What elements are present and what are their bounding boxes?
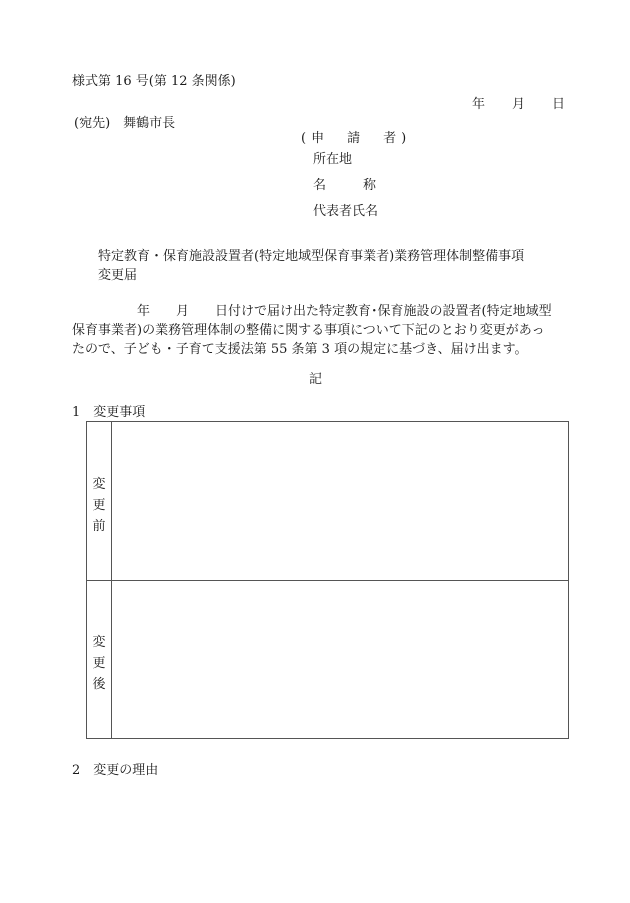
before-change-cell[interactable] — [112, 422, 568, 580]
form-number: 様式第 16 号(第 12 条関係) — [72, 74, 236, 89]
after-change-cell[interactable] — [112, 581, 568, 738]
date-year-label: 年 — [472, 97, 486, 112]
representative-name-label: 代表者氏名 — [313, 204, 379, 219]
body-line-1: 年 月 日付けで届け出た特定教育･保育施設の設置者(特定地域型 — [72, 304, 552, 319]
document-title-line-2: 変更届 — [98, 268, 138, 283]
after-change-label: 変 更 後 — [92, 635, 106, 692]
addressee: (宛先) 舞鶴市長 — [74, 116, 176, 131]
body-line-2: 保育事業者)の業務管理体制の整備に関する事項について下記のとおり変更があっ — [72, 323, 545, 338]
address-label: 所在地 — [313, 152, 353, 167]
ki-heading: 記 — [309, 372, 323, 387]
date-month-label: 月 — [512, 97, 526, 112]
body-paragraph — [72, 302, 582, 359]
section-2-heading: 2 変更の理由 — [72, 763, 159, 778]
before-change-label: 変 更 前 — [92, 477, 106, 534]
document-title-line-1: 特定教育・保育施設設置者(特定地域型保育事業者)業務管理体制整備事項 — [98, 249, 525, 264]
date-day-label: 日 — [552, 97, 566, 112]
section-1-heading: 1 変更事項 — [72, 405, 146, 420]
change-details-table — [86, 421, 569, 739]
name-label: 名 称 — [313, 178, 389, 193]
applicant-heading: (申 請 者) — [301, 131, 412, 146]
body-line-3: たので、子ども・子育て支援法第 55 条第 3 項の規定に基づき、届け出ます。 — [72, 342, 528, 357]
